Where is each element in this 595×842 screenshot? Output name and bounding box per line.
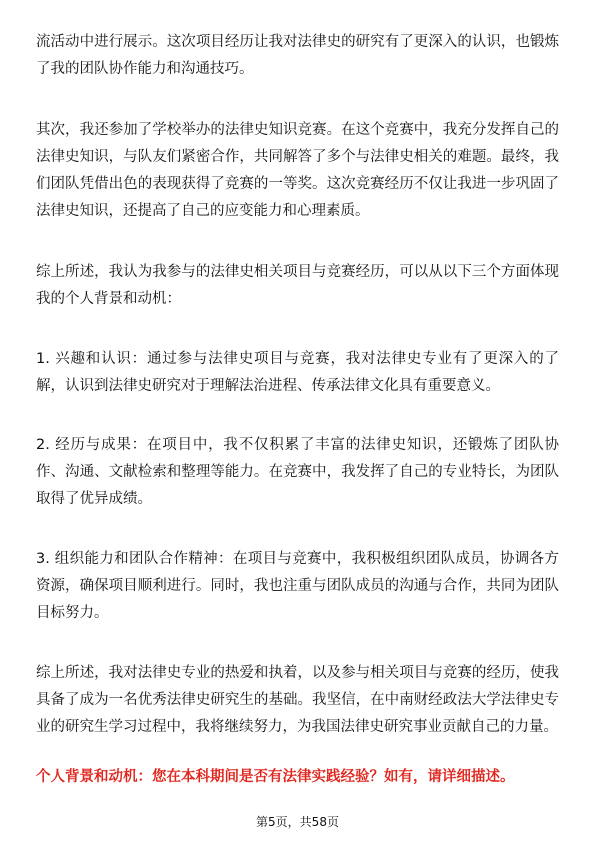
page-number-footer: 第5页，共58页 bbox=[256, 815, 339, 829]
paragraph-summary-intro: 综上所述，我认为我参与的法律史相关项目与竞赛经历，可以从以下三个方面体现我的个人背景和动机： bbox=[36, 264, 559, 307]
list-item-interest-understanding: 1. 兴趣和认识：通过参与法律史项目与竞赛，我对法律史专业有了更深入的了解，认识到法律史研究对于理解法治进程、传承法律文化具有重要意义。 bbox=[36, 351, 559, 394]
paragraph-conclusion: 综上所述，我对法律史专业的热爱和执着，以及参与相关项目与竞赛的经历，使我具备了成为一名优秀法律史研究生的基础。我坚信，在中南财经政法大学法律史专业的研究生学习过程中，我将继续努力，为我国法律史研究事业贡献自己的力量。 bbox=[36, 665, 559, 735]
paragraph-project-experience-end: 流活动中进行展示。这次项目经历让我对法律史的研究有了更深入的认识，也锻炼了我的团队协作能力和沟通技巧。 bbox=[36, 34, 559, 77]
question-heading: 个人背景和动机：您在本科期间是否有法律实践经验？如有，请详细描述。 bbox=[36, 769, 515, 785]
list-item-organization-teamwork: 3. 组织能力和团队合作精神：在项目与竞赛中，我积极组织团队成员，协调各方资源，确保项目顺利进行。同时，我也注重与团队成员的沟通与合作，共同为团队目标努力。 bbox=[36, 551, 559, 621]
paragraph-competition-experience: 其次，我还参加了学校举办的法律史知识竞赛。在这个竞赛中，我充分发挥自己的法律史知识，与队友们紧密合作，共同解答了多个与法律史相关的难题。最终，我们团队凭借出色的表现获得了竞赛的一等奖。这次竞赛经历不仅让我进一步巩固了法律史知识，还提高了自己的应变能力和心理素质。 bbox=[36, 122, 559, 219]
list-item-experience-results: 2. 经历与成果：在项目中，我不仅积累了丰富的法律史知识，还锻炼了团队协作、沟通、文献检索和整理等能力。在竞赛中，我发挥了自己的专业特长，为团队取得了优异成绩。 bbox=[36, 437, 559, 507]
